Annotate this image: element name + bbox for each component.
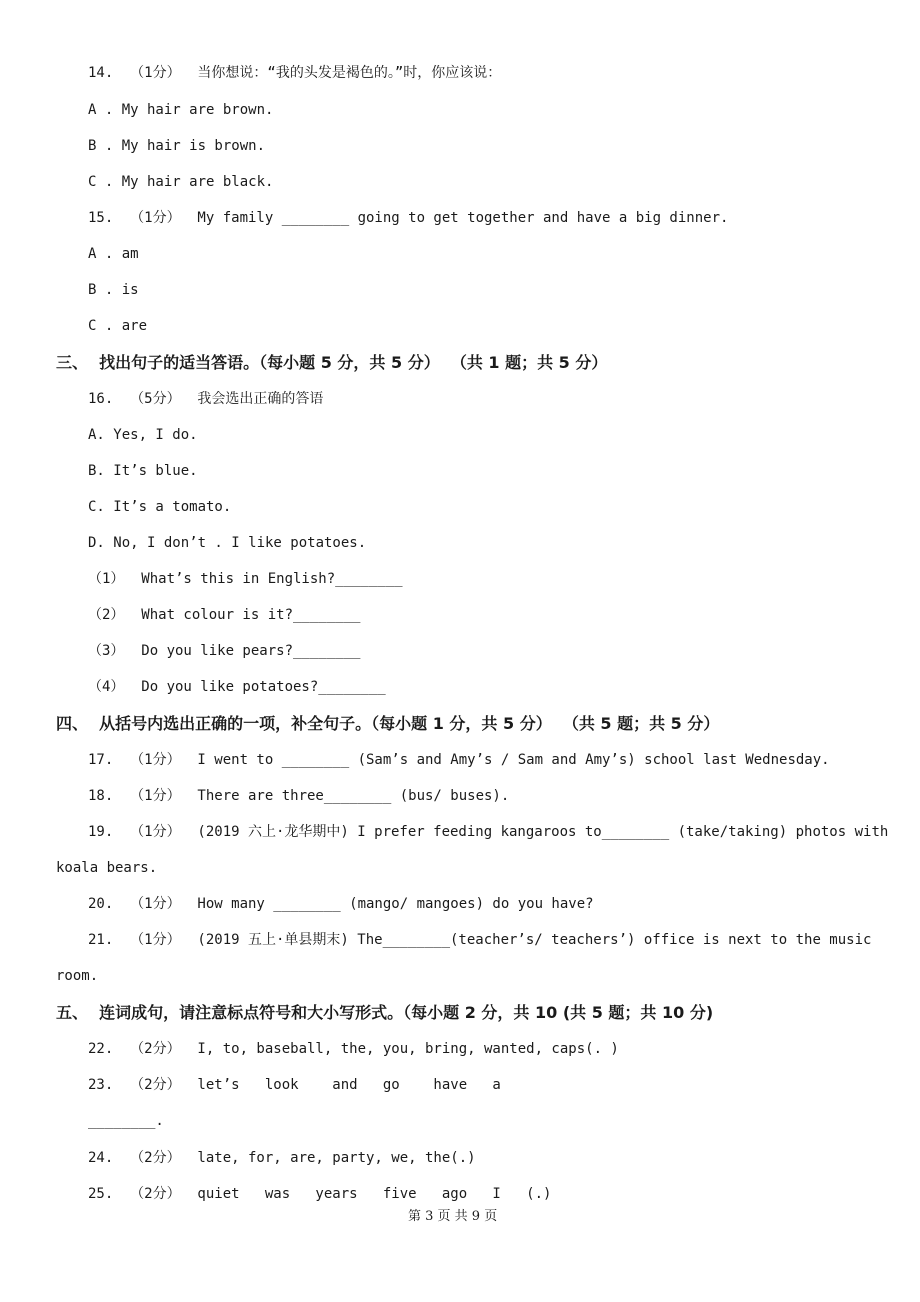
- q16-sub-1[interactable]: （1） What’s this in English?________: [88, 571, 403, 587]
- q17[interactable]: 17. （1分） I went to ________ (Sam’s and Amy’s / Sam and Amy’s) school last Wednesday.: [88, 752, 830, 768]
- q21-line-2: room.: [56, 968, 99, 984]
- q16-choice-d: D. No, I don’t . I like potatoes.: [88, 535, 367, 551]
- q23-line-2[interactable]: ________.: [88, 1113, 164, 1129]
- q16-sub-4[interactable]: （4） Do you like potatoes?________: [88, 679, 386, 695]
- q21-line-1[interactable]: 21. （1分） (2019 五上·单县期末) The________(teacher’s/ teachers’) office is next to the music: [88, 932, 872, 948]
- q20[interactable]: 20. （1分） How many ________ (mango/ mangoes) do you have?: [88, 896, 594, 912]
- q22[interactable]: 22. （2分） I, to, baseball, the, you, bring, wanted, caps(. ): [88, 1041, 619, 1057]
- q16-choice-a: A. Yes, I do.: [88, 427, 198, 443]
- q16-choice-c: C. It’s a tomato.: [88, 499, 232, 515]
- q16-sub-3[interactable]: （3） Do you like pears?________: [88, 643, 361, 659]
- q16-choice-b: B. It’s blue.: [88, 463, 198, 479]
- q14-option-b[interactable]: B . My hair is brown.: [88, 138, 266, 154]
- section-4-title: 四、 从括号内选出正确的一项，补全句子。（每小题 1 分，共 5 分） （共 5 题；共 5 分）: [56, 714, 720, 733]
- section-5-title: 五、 连词成句，请注意标点符号和大小写形式。（每小题 2 分，共 10 (共 5 题；共 10 分): [56, 1003, 714, 1022]
- q15-option-c[interactable]: C . are: [88, 318, 148, 334]
- page-footer: 第 3 页 共 9 页: [408, 1209, 498, 1224]
- q16-stem: 16. （5分） 我会选出正确的答语: [88, 391, 324, 407]
- q14-option-a[interactable]: A . My hair are brown.: [88, 102, 274, 118]
- q19-line-2: koala bears.: [56, 860, 158, 876]
- q25[interactable]: 25. （2分） quiet was years five ago I (.): [88, 1186, 552, 1202]
- q14-stem: 14. （1分） 当你想说：“我的头发是褐色的。”时，你应该说：: [88, 65, 502, 81]
- q16-sub-2[interactable]: （2） What colour is it?________: [88, 607, 361, 623]
- q23-line-1[interactable]: 23. （2分） let’s look and go have a: [88, 1077, 501, 1093]
- section-3-title: 三、 找出句子的适当答语。（每小题 5 分，共 5 分） （共 1 题；共 5 分）: [56, 353, 608, 372]
- q14-option-c[interactable]: C . My hair are black.: [88, 174, 274, 190]
- q19-line-1[interactable]: 19. （1分） (2019 六上·龙华期中) I prefer feeding kangaroos to________ (take/taking) photos with: [88, 824, 889, 840]
- q24[interactable]: 24. （2分） late, for, are, party, we, the(.): [88, 1150, 476, 1166]
- q15-stem: 15. （1分） My family ________ going to get together and have a big dinner.: [88, 210, 729, 226]
- q15-option-a[interactable]: A . am: [88, 246, 139, 262]
- q18[interactable]: 18. （1分） There are three________ (bus/ buses).: [88, 788, 510, 804]
- q15-option-b[interactable]: B . is: [88, 282, 139, 298]
